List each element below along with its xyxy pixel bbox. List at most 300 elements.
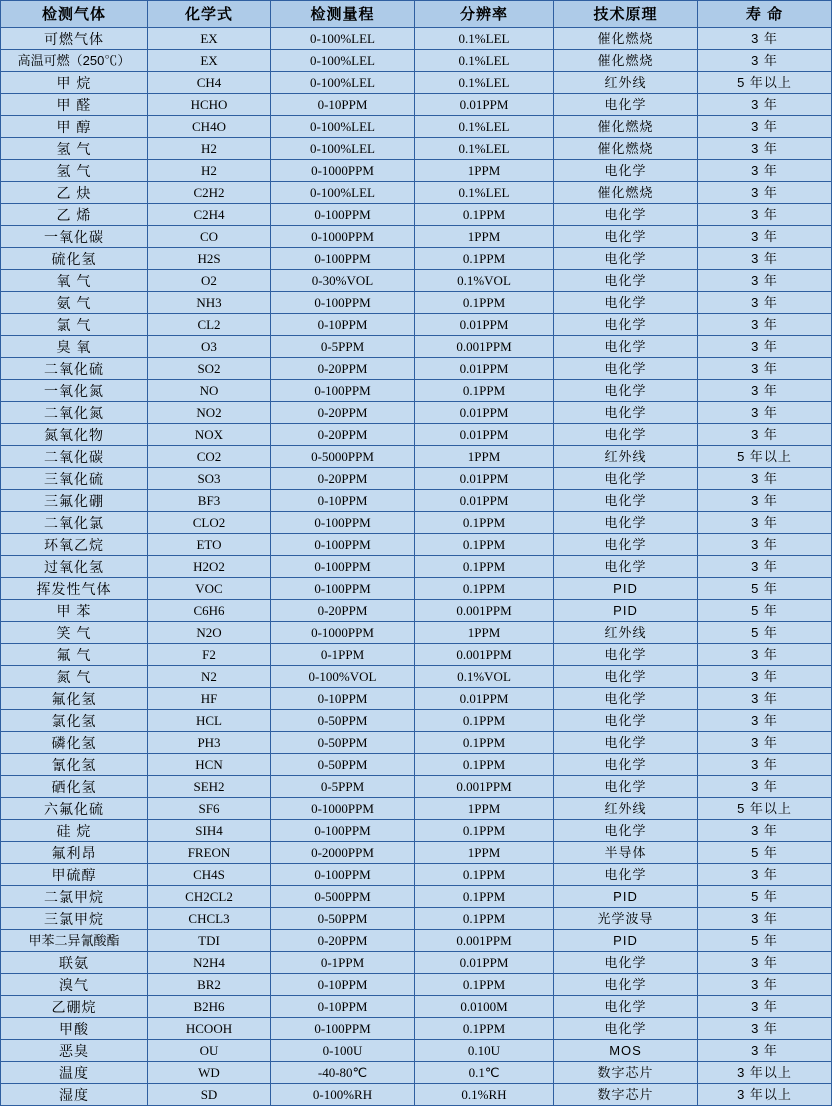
table-row — [1, 248, 832, 270]
cell-life: 3 年 — [698, 424, 832, 446]
table-row — [1, 556, 832, 578]
cell-resolution: 0.1%LEL — [415, 116, 554, 138]
cell-resolution: 0.10U — [415, 1040, 554, 1062]
table-row — [1, 710, 832, 732]
cell-principle: 催化燃烧 — [554, 50, 698, 72]
cell-formula: H2O2 — [148, 556, 271, 578]
cell-range: 0-100PPM — [271, 204, 415, 226]
cell-gas-name: 甲苯二异氰酸酯 — [1, 930, 148, 952]
cell-principle: 数字芯片 — [554, 1062, 698, 1084]
cell-range: 0-100%LEL — [271, 72, 415, 94]
cell-life: 3 年 — [698, 402, 832, 424]
cell-gas-name: 二氧化碳 — [1, 446, 148, 468]
cell-principle: 电化学 — [554, 336, 698, 358]
cell-range: 0-5000PPM — [271, 446, 415, 468]
table-row — [1, 732, 832, 754]
cell-range: 0-100PPM — [271, 512, 415, 534]
cell-life: 3 年 — [698, 952, 832, 974]
cell-life: 3 年 — [698, 28, 832, 50]
cell-range: 0-100PPM — [271, 292, 415, 314]
table-row — [1, 1018, 832, 1040]
table-row — [1, 930, 832, 952]
cell-formula: CH2CL2 — [148, 886, 271, 908]
cell-principle: 电化学 — [554, 864, 698, 886]
cell-gas-name: 硫化氢 — [1, 248, 148, 270]
cell-formula: OU — [148, 1040, 271, 1062]
cell-gas-name: 乙硼烷 — [1, 996, 148, 1018]
table-header-row — [1, 1, 832, 28]
cell-resolution: 0.1PPM — [415, 732, 554, 754]
cell-range: 0-20PPM — [271, 424, 415, 446]
cell-gas-name: 恶臭 — [1, 1040, 148, 1062]
cell-formula: FREON — [148, 842, 271, 864]
cell-gas-name: 氟利昂 — [1, 842, 148, 864]
cell-resolution: 0.1PPM — [415, 292, 554, 314]
cell-resolution: 0.01PPM — [415, 952, 554, 974]
cell-formula: SO2 — [148, 358, 271, 380]
cell-principle: 电化学 — [554, 402, 698, 424]
cell-resolution: 0.1PPM — [415, 248, 554, 270]
table-row — [1, 226, 832, 248]
column-header-principle: 技术原理 — [554, 1, 698, 28]
cell-life: 3 年 — [698, 710, 832, 732]
cell-formula: CH4O — [148, 116, 271, 138]
cell-life: 3 年 — [698, 226, 832, 248]
cell-formula: CHCL3 — [148, 908, 271, 930]
cell-resolution: 0.1%RH — [415, 1084, 554, 1106]
table-row — [1, 314, 832, 336]
table-row — [1, 402, 832, 424]
cell-resolution: 0.1PPM — [415, 1018, 554, 1040]
table-row — [1, 952, 832, 974]
table-row — [1, 1062, 832, 1084]
cell-gas-name: 氟 气 — [1, 644, 148, 666]
cell-principle: 电化学 — [554, 534, 698, 556]
cell-resolution: 0.001PPM — [415, 600, 554, 622]
cell-range: 0-100%LEL — [271, 50, 415, 72]
cell-gas-name: 环氧乙烷 — [1, 534, 148, 556]
cell-gas-name: 硒化氢 — [1, 776, 148, 798]
cell-gas-name: 乙 烯 — [1, 204, 148, 226]
table-row — [1, 72, 832, 94]
cell-resolution: 0.001PPM — [415, 776, 554, 798]
table-row — [1, 28, 832, 50]
cell-principle: 电化学 — [554, 94, 698, 116]
column-header-resolution: 分辨率 — [415, 1, 554, 28]
column-header-life: 寿 命 — [698, 1, 832, 28]
cell-formula: C2H4 — [148, 204, 271, 226]
table-row — [1, 622, 832, 644]
cell-range: 0-100PPM — [271, 534, 415, 556]
cell-formula: HCL — [148, 710, 271, 732]
cell-formula: TDI — [148, 930, 271, 952]
cell-life: 3 年 — [698, 314, 832, 336]
table-row — [1, 798, 832, 820]
cell-resolution: 0.1PPM — [415, 864, 554, 886]
table-row — [1, 380, 832, 402]
cell-range: 0-100U — [271, 1040, 415, 1062]
cell-resolution: 0.1%LEL — [415, 72, 554, 94]
cell-range: 0-30%VOL — [271, 270, 415, 292]
cell-formula: CL2 — [148, 314, 271, 336]
cell-formula: NO — [148, 380, 271, 402]
cell-resolution: 0.1PPM — [415, 578, 554, 600]
cell-range: -40-80℃ — [271, 1062, 415, 1084]
cell-resolution: 0.1%LEL — [415, 138, 554, 160]
cell-formula: EX — [148, 28, 271, 50]
cell-gas-name: 甲 苯 — [1, 600, 148, 622]
cell-resolution: 0.001PPM — [415, 930, 554, 952]
cell-gas-name: 磷化氢 — [1, 732, 148, 754]
cell-principle: 电化学 — [554, 754, 698, 776]
cell-life: 3 年 — [698, 666, 832, 688]
cell-resolution: 0.01PPM — [415, 490, 554, 512]
table-row — [1, 116, 832, 138]
cell-range: 0-10PPM — [271, 688, 415, 710]
cell-formula: B2H6 — [148, 996, 271, 1018]
cell-range: 0-100PPM — [271, 578, 415, 600]
cell-range: 0-1000PPM — [271, 226, 415, 248]
cell-life: 3 年 — [698, 820, 832, 842]
cell-formula: CLO2 — [148, 512, 271, 534]
cell-formula: HCOOH — [148, 1018, 271, 1040]
cell-life: 3 年以上 — [698, 1084, 832, 1106]
cell-principle: 电化学 — [554, 556, 698, 578]
cell-formula: EX — [148, 50, 271, 72]
cell-life: 3 年 — [698, 1040, 832, 1062]
cell-life: 3 年 — [698, 776, 832, 798]
table-row — [1, 468, 832, 490]
cell-principle: 半导体 — [554, 842, 698, 864]
cell-principle: 电化学 — [554, 1018, 698, 1040]
table-row — [1, 974, 832, 996]
cell-life: 3 年 — [698, 182, 832, 204]
cell-formula: SIH4 — [148, 820, 271, 842]
cell-range: 0-10PPM — [271, 94, 415, 116]
cell-life: 5 年以上 — [698, 72, 832, 94]
cell-gas-name: 二氧化氯 — [1, 512, 148, 534]
cell-formula: CO2 — [148, 446, 271, 468]
cell-formula: N2O — [148, 622, 271, 644]
cell-formula: BR2 — [148, 974, 271, 996]
cell-life: 3 年 — [698, 556, 832, 578]
cell-range: 0-20PPM — [271, 930, 415, 952]
cell-range: 0-100PPM — [271, 820, 415, 842]
cell-principle: 电化学 — [554, 996, 698, 1018]
cell-range: 0-100PPM — [271, 864, 415, 886]
cell-range: 0-10PPM — [271, 314, 415, 336]
cell-life: 3 年 — [698, 138, 832, 160]
cell-life: 5 年 — [698, 886, 832, 908]
cell-gas-name: 挥发性气体 — [1, 578, 148, 600]
cell-resolution: 1PPM — [415, 446, 554, 468]
cell-life: 3 年 — [698, 248, 832, 270]
cell-gas-name: 氮氧化物 — [1, 424, 148, 446]
cell-principle: PID — [554, 930, 698, 952]
cell-resolution: 0.1PPM — [415, 512, 554, 534]
cell-formula: F2 — [148, 644, 271, 666]
table-row — [1, 600, 832, 622]
cell-range: 0-20PPM — [271, 600, 415, 622]
cell-principle: 电化学 — [554, 226, 698, 248]
cell-range: 0-500PPM — [271, 886, 415, 908]
cell-range: 0-10PPM — [271, 490, 415, 512]
cell-resolution: 1PPM — [415, 798, 554, 820]
cell-formula: SF6 — [148, 798, 271, 820]
cell-life: 3 年 — [698, 468, 832, 490]
cell-life: 3 年 — [698, 358, 832, 380]
cell-range: 0-1000PPM — [271, 622, 415, 644]
cell-principle: 电化学 — [554, 424, 698, 446]
cell-gas-name: 臭 氧 — [1, 336, 148, 358]
cell-formula: CO — [148, 226, 271, 248]
cell-gas-name: 二氧化氮 — [1, 402, 148, 424]
cell-formula: SO3 — [148, 468, 271, 490]
cell-gas-name: 溴气 — [1, 974, 148, 996]
cell-life: 5 年 — [698, 622, 832, 644]
table-row — [1, 336, 832, 358]
cell-gas-name: 氢 气 — [1, 138, 148, 160]
cell-principle: 电化学 — [554, 512, 698, 534]
cell-gas-name: 温度 — [1, 1062, 148, 1084]
cell-resolution: 0.1%VOL — [415, 666, 554, 688]
cell-life: 3 年以上 — [698, 1062, 832, 1084]
cell-principle: PID — [554, 886, 698, 908]
table-row — [1, 908, 832, 930]
cell-formula: HF — [148, 688, 271, 710]
column-header-gas: 检测气体 — [1, 1, 148, 28]
cell-formula: SEH2 — [148, 776, 271, 798]
cell-gas-name: 氧 气 — [1, 270, 148, 292]
cell-formula: O2 — [148, 270, 271, 292]
cell-range: 0-100PPM — [271, 556, 415, 578]
cell-resolution: 1PPM — [415, 622, 554, 644]
cell-life: 3 年 — [698, 996, 832, 1018]
cell-formula: CH4 — [148, 72, 271, 94]
cell-range: 0-1PPM — [271, 644, 415, 666]
cell-range: 0-100PPM — [271, 1018, 415, 1040]
cell-principle: 催化燃烧 — [554, 182, 698, 204]
cell-principle: 催化燃烧 — [554, 138, 698, 160]
cell-range: 0-1PPM — [271, 952, 415, 974]
cell-resolution: 0.1%LEL — [415, 50, 554, 72]
cell-gas-name: 一氧化碳 — [1, 226, 148, 248]
cell-formula: N2 — [148, 666, 271, 688]
cell-formula: HCN — [148, 754, 271, 776]
cell-range: 0-50PPM — [271, 732, 415, 754]
cell-life: 3 年 — [698, 336, 832, 358]
cell-formula: WD — [148, 1062, 271, 1084]
cell-formula: NH3 — [148, 292, 271, 314]
cell-life: 3 年 — [698, 490, 832, 512]
cell-principle: 红外线 — [554, 446, 698, 468]
cell-life: 3 年 — [698, 1018, 832, 1040]
cell-range: 0-10PPM — [271, 974, 415, 996]
cell-gas-name: 一氧化氮 — [1, 380, 148, 402]
cell-resolution: 0.1PPM — [415, 820, 554, 842]
cell-resolution: 0.001PPM — [415, 336, 554, 358]
table-row — [1, 94, 832, 116]
cell-life: 5 年 — [698, 578, 832, 600]
cell-resolution: 0.01PPM — [415, 424, 554, 446]
cell-resolution: 1PPM — [415, 160, 554, 182]
cell-gas-name: 湿度 — [1, 1084, 148, 1106]
cell-resolution: 0.1PPM — [415, 908, 554, 930]
cell-range: 0-5PPM — [271, 776, 415, 798]
table-row — [1, 446, 832, 468]
cell-resolution: 0.01PPM — [415, 402, 554, 424]
table-row — [1, 754, 832, 776]
table-row — [1, 996, 832, 1018]
cell-resolution: 0.01PPM — [415, 688, 554, 710]
table-row — [1, 138, 832, 160]
cell-resolution: 0.0100M — [415, 996, 554, 1018]
cell-range: 0-100PPM — [271, 248, 415, 270]
cell-principle: 催化燃烧 — [554, 28, 698, 50]
cell-gas-name: 乙 炔 — [1, 182, 148, 204]
column-header-formula: 化学式 — [148, 1, 271, 28]
cell-gas-name: 氯 气 — [1, 314, 148, 336]
cell-gas-name: 三氧化硫 — [1, 468, 148, 490]
cell-life: 3 年 — [698, 732, 832, 754]
cell-principle: 红外线 — [554, 72, 698, 94]
table-row — [1, 512, 832, 534]
table-body — [1, 28, 832, 1106]
cell-principle: 电化学 — [554, 776, 698, 798]
cell-life: 3 年 — [698, 380, 832, 402]
table-row — [1, 886, 832, 908]
table-row — [1, 776, 832, 798]
cell-range: 0-50PPM — [271, 908, 415, 930]
cell-gas-name: 高温可燃（250℃） — [1, 50, 148, 72]
table-row — [1, 842, 832, 864]
cell-principle: 光学波导 — [554, 908, 698, 930]
cell-formula: NO2 — [148, 402, 271, 424]
cell-life: 3 年 — [698, 204, 832, 226]
cell-gas-name: 甲 醇 — [1, 116, 148, 138]
cell-formula: N2H4 — [148, 952, 271, 974]
cell-resolution: 0.1℃ — [415, 1062, 554, 1084]
cell-resolution: 0.1PPM — [415, 710, 554, 732]
cell-life: 3 年 — [698, 688, 832, 710]
cell-life: 3 年 — [698, 754, 832, 776]
cell-range: 0-100%LEL — [271, 116, 415, 138]
cell-range: 0-100%RH — [271, 1084, 415, 1106]
cell-range: 0-100%LEL — [271, 182, 415, 204]
cell-life: 3 年 — [698, 908, 832, 930]
cell-gas-name: 过氧化氢 — [1, 556, 148, 578]
cell-resolution: 0.1PPM — [415, 204, 554, 226]
cell-range: 0-1000PPM — [271, 798, 415, 820]
cell-gas-name: 联氨 — [1, 952, 148, 974]
cell-formula: H2 — [148, 138, 271, 160]
column-header-range: 检测量程 — [271, 1, 415, 28]
cell-principle: 电化学 — [554, 820, 698, 842]
cell-resolution: 0.1%LEL — [415, 28, 554, 50]
cell-principle: 电化学 — [554, 952, 698, 974]
cell-resolution: 0.01PPM — [415, 314, 554, 336]
table-row — [1, 490, 832, 512]
cell-life: 3 年 — [698, 292, 832, 314]
table-header — [1, 1, 832, 28]
cell-principle: 电化学 — [554, 204, 698, 226]
cell-principle: PID — [554, 600, 698, 622]
cell-resolution: 0.1PPM — [415, 380, 554, 402]
cell-gas-name: 甲酸 — [1, 1018, 148, 1040]
table-row — [1, 270, 832, 292]
cell-formula: ETO — [148, 534, 271, 556]
cell-resolution: 0.1%LEL — [415, 182, 554, 204]
cell-resolution: 1PPM — [415, 226, 554, 248]
cell-gas-name: 三氟化硼 — [1, 490, 148, 512]
cell-range: 0-50PPM — [271, 754, 415, 776]
cell-principle: 电化学 — [554, 490, 698, 512]
table-row — [1, 534, 832, 556]
cell-resolution: 0.1PPM — [415, 556, 554, 578]
table-row — [1, 644, 832, 666]
cell-formula: C2H2 — [148, 182, 271, 204]
cell-principle: 电化学 — [554, 644, 698, 666]
cell-range: 0-100PPM — [271, 380, 415, 402]
cell-life: 3 年 — [698, 50, 832, 72]
cell-principle: 电化学 — [554, 380, 698, 402]
cell-range: 0-2000PPM — [271, 842, 415, 864]
cell-gas-name: 甲 烷 — [1, 72, 148, 94]
table-row — [1, 666, 832, 688]
cell-resolution: 0.01PPM — [415, 358, 554, 380]
cell-principle: 电化学 — [554, 292, 698, 314]
cell-resolution: 0.1PPM — [415, 754, 554, 776]
cell-principle: PID — [554, 578, 698, 600]
cell-principle: 电化学 — [554, 974, 698, 996]
cell-gas-name: 三氯甲烷 — [1, 908, 148, 930]
cell-formula: O3 — [148, 336, 271, 358]
cell-formula: C6H6 — [148, 600, 271, 622]
cell-gas-name: 二氯甲烷 — [1, 886, 148, 908]
cell-principle: 电化学 — [554, 270, 698, 292]
cell-formula: PH3 — [148, 732, 271, 754]
cell-range: 0-5PPM — [271, 336, 415, 358]
cell-principle: 电化学 — [554, 468, 698, 490]
cell-principle: 红外线 — [554, 798, 698, 820]
table-row — [1, 1040, 832, 1062]
cell-formula: NOX — [148, 424, 271, 446]
cell-principle: 电化学 — [554, 358, 698, 380]
cell-range: 0-20PPM — [271, 402, 415, 424]
cell-gas-name: 硅 烷 — [1, 820, 148, 842]
cell-gas-name: 氮 气 — [1, 666, 148, 688]
cell-gas-name: 六氟化硫 — [1, 798, 148, 820]
cell-principle: 电化学 — [554, 710, 698, 732]
cell-gas-name: 二氧化硫 — [1, 358, 148, 380]
cell-principle: 电化学 — [554, 248, 698, 270]
cell-life: 5 年 — [698, 930, 832, 952]
table-row — [1, 204, 832, 226]
cell-life: 3 年 — [698, 644, 832, 666]
cell-gas-name: 氟化氢 — [1, 688, 148, 710]
cell-range: 0-100%LEL — [271, 138, 415, 160]
cell-gas-name: 甲 醛 — [1, 94, 148, 116]
cell-resolution: 0.1PPM — [415, 886, 554, 908]
cell-resolution: 1PPM — [415, 842, 554, 864]
cell-formula: H2 — [148, 160, 271, 182]
table-row — [1, 424, 832, 446]
cell-formula: H2S — [148, 248, 271, 270]
table-row — [1, 182, 832, 204]
cell-life: 5 年 — [698, 600, 832, 622]
cell-life: 3 年 — [698, 160, 832, 182]
cell-life: 3 年 — [698, 974, 832, 996]
